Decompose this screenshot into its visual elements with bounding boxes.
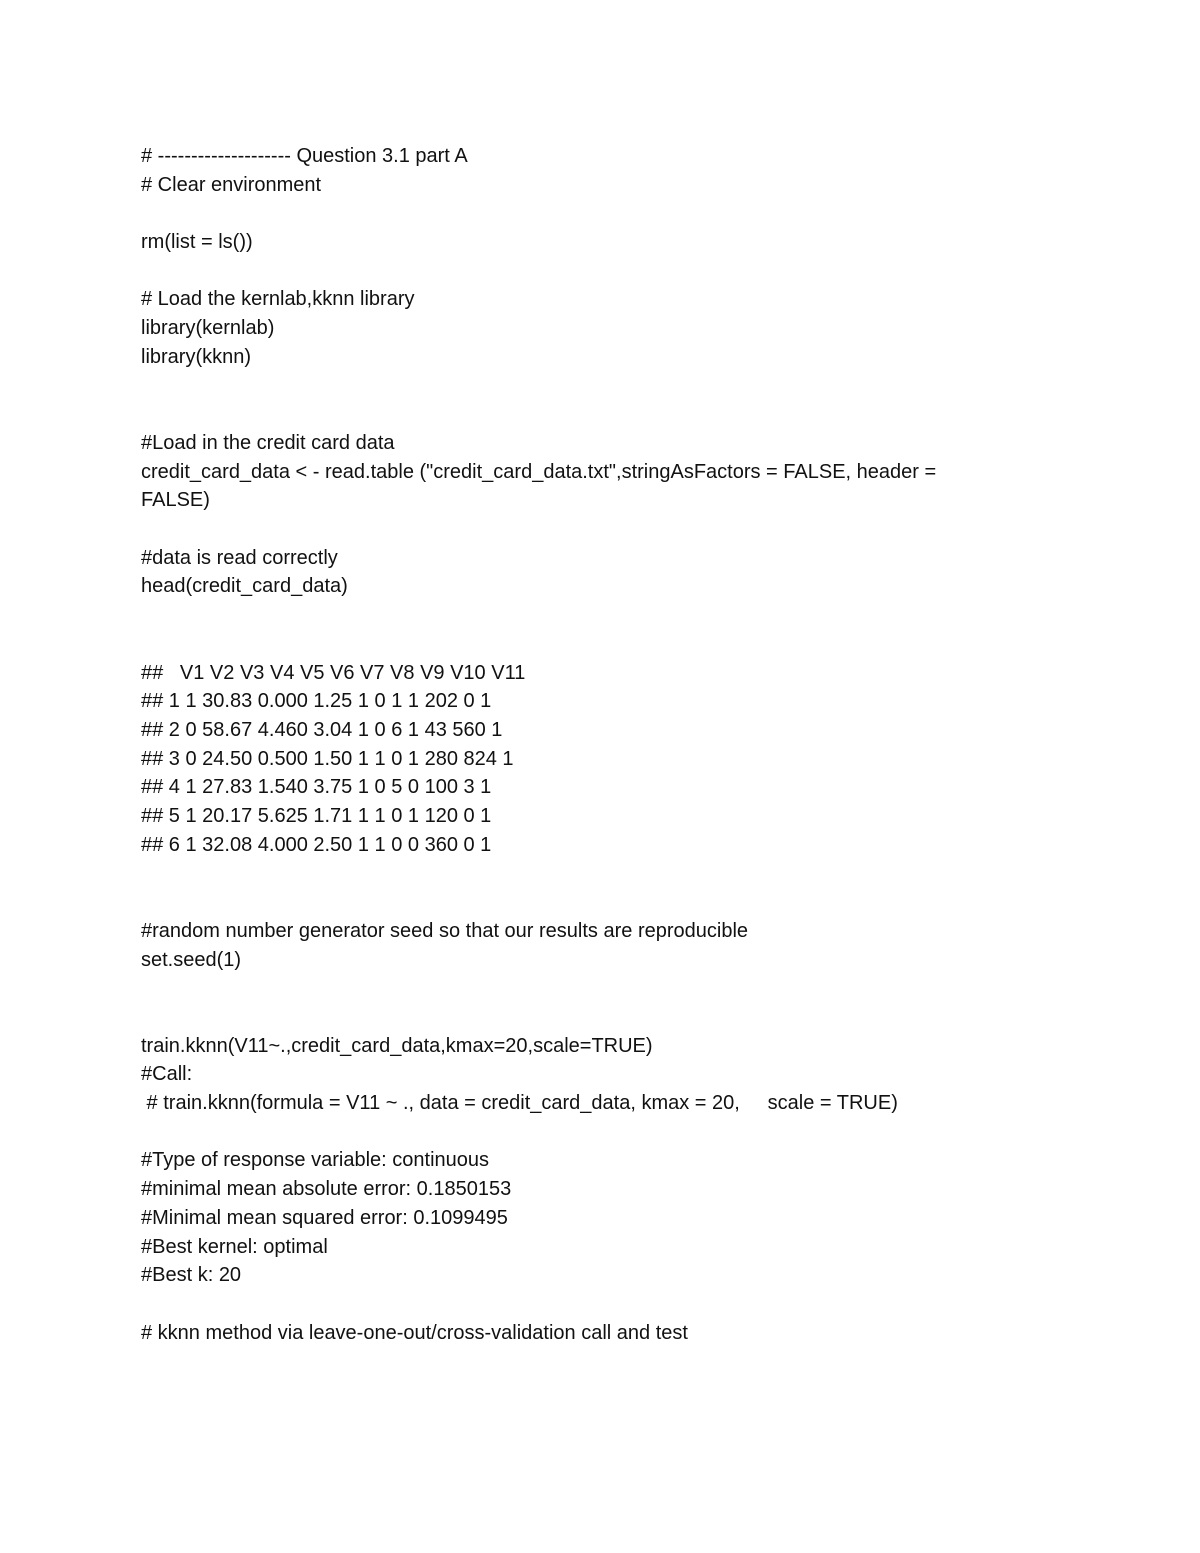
code-line: train.kknn(V11~.,credit_card_data,kmax=20,scale=TRUE) — [141, 1034, 653, 1057]
result-line: #minimal mean absolute error: 0.1850153 — [141, 1178, 512, 1201]
blank-line — [141, 630, 1041, 659]
blank-line — [141, 372, 1041, 401]
result-line: #Best kernel: optimal — [141, 1235, 328, 1258]
blank-line — [141, 974, 1041, 1003]
blank-line — [141, 1003, 1041, 1032]
comment-line: # Load the kernlab,kknn library — [141, 288, 415, 311]
code-line: set.seed(1) — [141, 948, 242, 971]
comment-line: #data is read correctly — [141, 546, 338, 569]
comment-line: #Call: — [141, 1063, 193, 1086]
code-line: library(kernlab) — [141, 317, 275, 340]
comment-line: #random number generator seed so that our results are reproducible — [141, 919, 749, 942]
blank-line — [141, 515, 1041, 544]
output-row: ## 4 1 27.83 1.540 3.75 1 0 5 0 100 3 1 — [141, 776, 492, 799]
comment-line: # Clear environment — [141, 173, 322, 196]
code-line: credit_card_data < - read.table ("credit_card_data.txt",stringAsFactors = FALSE, header = — [141, 460, 937, 483]
blank-line — [141, 601, 1041, 630]
document-body — [141, 142, 1041, 1347]
result-line: #Type of response variable: continuous — [141, 1149, 489, 1172]
code-line: head(credit_card_data) — [141, 575, 348, 598]
blank-line — [141, 888, 1041, 917]
output-row: ## 6 1 32.08 4.000 2.50 1 1 0 0 360 0 1 — [141, 833, 492, 856]
blank-line — [141, 1118, 1041, 1147]
blank-line — [141, 257, 1041, 286]
comment-line: # kknn method via leave-one-out/cross-validation call and test — [141, 1321, 688, 1344]
comment-line: # train.kknn(formula = V11 ~ ., data = credit_card_data, kmax = 20, scale = TRUE) — [141, 1092, 898, 1115]
comment-line: #Load in the credit card data — [141, 431, 395, 454]
blank-line — [141, 400, 1041, 429]
blank-line — [141, 199, 1041, 228]
code-line: library(kknn) — [141, 345, 252, 368]
output-row: ## 1 1 30.83 0.000 1.25 1 0 1 1 202 0 1 — [141, 690, 492, 713]
heading-question: # -------------------- Question 3.1 part A — [141, 145, 468, 167]
output-row: ## 3 0 24.50 0.500 1.50 1 1 0 1 280 824 1 — [141, 747, 514, 770]
output-header-row: ## V1 V2 V3 V4 V5 V6 V7 V8 V9 V10 V11 — [141, 661, 526, 684]
blank-line — [141, 859, 1041, 888]
output-row: ## 5 1 20.17 5.625 1.71 1 1 0 1 120 0 1 — [141, 805, 492, 828]
code-line: rm(list = ls()) — [141, 231, 253, 254]
output-row: ## 2 0 58.67 4.460 3.04 1 0 6 1 43 560 1 — [141, 718, 503, 741]
blank-line — [141, 1290, 1041, 1319]
result-line: #Best k: 20 — [141, 1264, 242, 1287]
result-line: #Minimal mean squared error: 0.1099495 — [141, 1206, 508, 1229]
code-line: FALSE) — [141, 489, 210, 512]
